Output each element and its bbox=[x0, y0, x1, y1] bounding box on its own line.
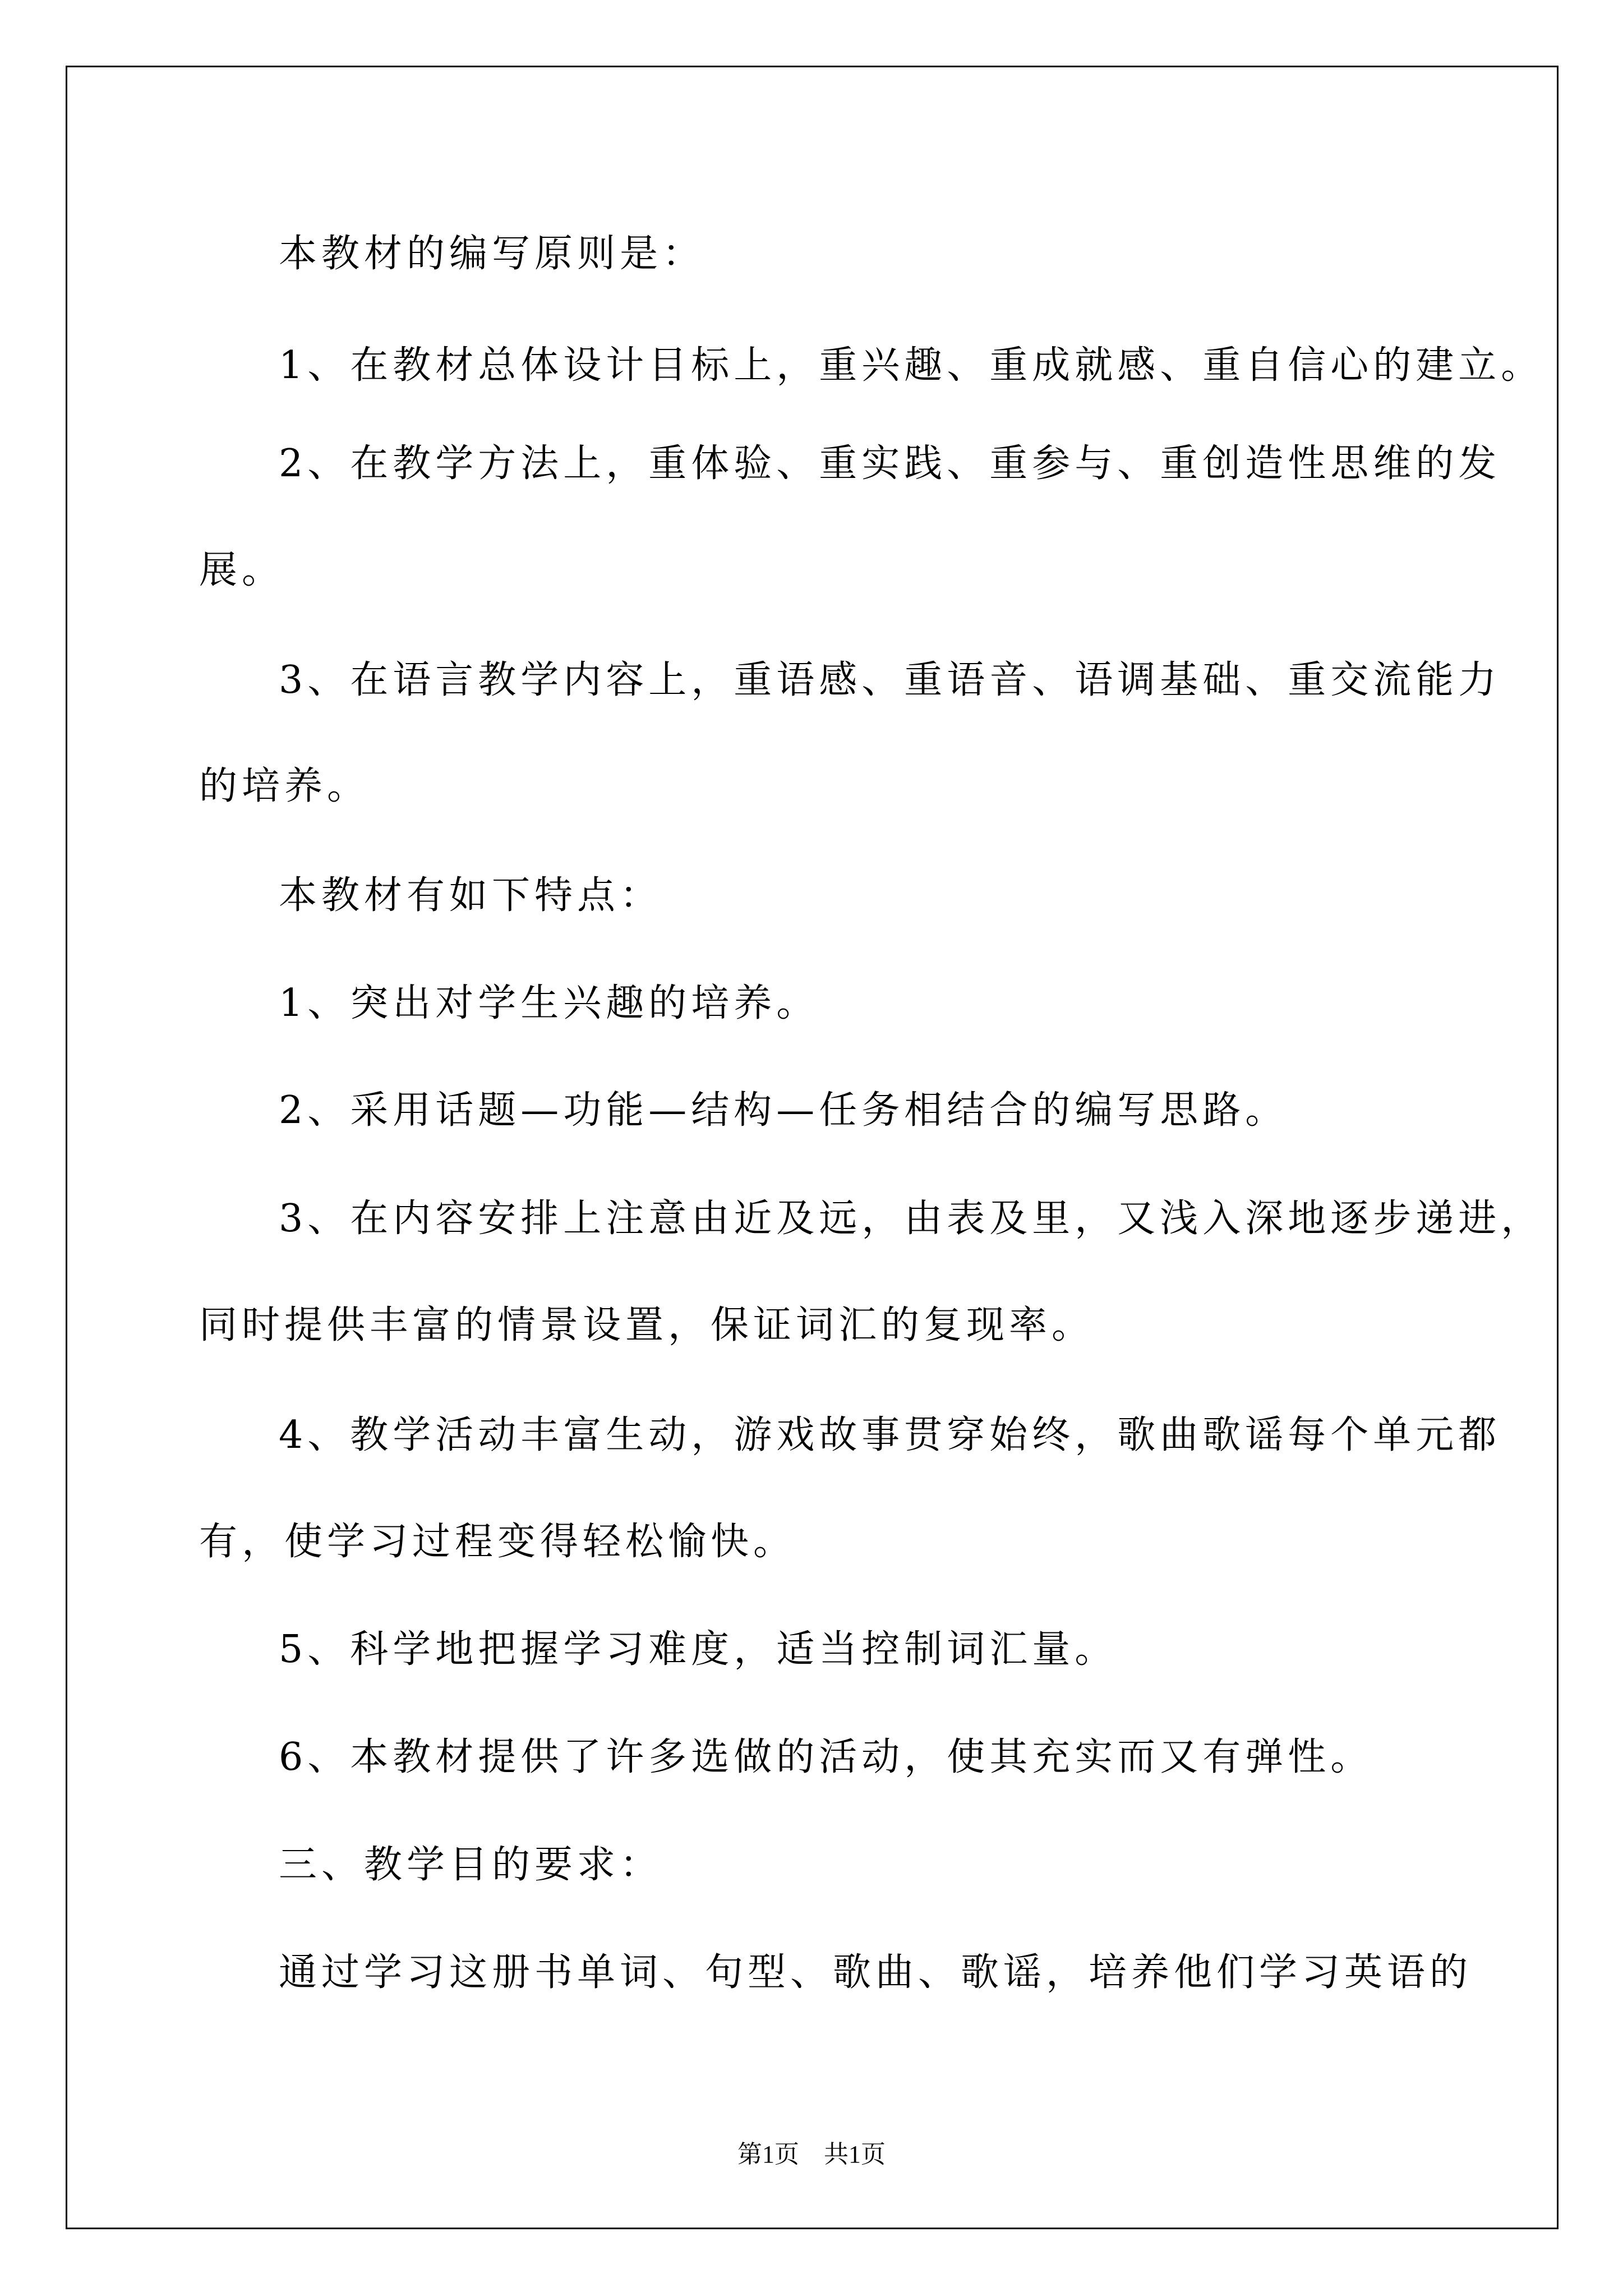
paragraph-line: 同时提供丰富的情景设置，保证词汇的复现率。 bbox=[199, 1303, 1095, 1347]
paragraph-line: 2、采用话题—功能—结构—任务相结合的编写思路。 bbox=[279, 1088, 1288, 1133]
paragraph-line: 4、教学活动丰富生动，游戏故事贯穿始终，歌曲歌谣每个单元都 bbox=[279, 1413, 1501, 1457]
paragraph-line: 1、突出对学生兴趣的培养。 bbox=[279, 981, 819, 1025]
paragraph-line: 本教材的编写原则是： bbox=[279, 232, 706, 276]
paragraph-line: 有，使学习过程变得轻松愉快。 bbox=[199, 1520, 796, 1564]
paragraph-line: 2、在教学方法上，重体验、重实践、重参与、重创造性思维的发 bbox=[279, 441, 1501, 486]
paragraph-line: 6、本教材提供了许多选做的活动，使其充实而又有弹性。 bbox=[279, 1735, 1373, 1779]
page-border bbox=[66, 66, 1559, 2229]
page-footer: 第1页 共1页 bbox=[737, 2141, 886, 2168]
paragraph-line: 展。 bbox=[199, 548, 285, 592]
paragraph-line: 本教材有如下特点： bbox=[279, 873, 663, 918]
paragraph-line: 3、在语言教学内容上，重语感、重语音、语调基础、重交流能力 bbox=[279, 658, 1501, 702]
paragraph-line: 的培养。 bbox=[199, 764, 370, 808]
paragraph-line: 5、科学地把握学习难度，适当控制词汇量。 bbox=[279, 1627, 1118, 1672]
paragraph-line: 3、在内容安排上注意由近及远，由表及里，又浅入深地逐步递进， bbox=[279, 1197, 1544, 1241]
paragraph-line: 三、教学目的要求： bbox=[279, 1843, 663, 1887]
paragraph-line: 通过学习这册书单词、句型、歌曲、歌谣，培养他们学习英语的 bbox=[279, 1950, 1473, 1995]
paragraph-line: 1、在教材总体设计目标上，重兴趣、重成就感、重自信心的建立。 bbox=[279, 343, 1544, 388]
